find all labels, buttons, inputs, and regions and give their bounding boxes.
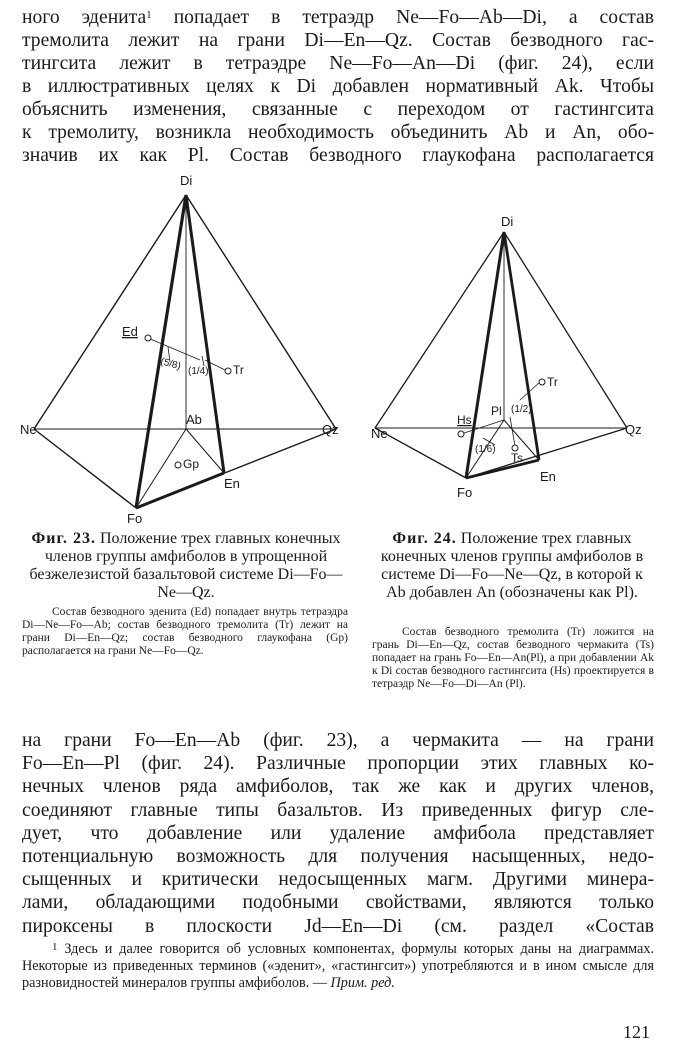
fig23-label-di: Di [180,173,193,188]
top-line-0-rest: попадает в тетраэдр Ne—Fo—Ab—Di, а состав [173,7,654,28]
fig24-label-ts: Ts [511,451,523,465]
fig23-label-frac2: (1/4) [188,366,209,377]
fig23-label-gp: Gp [183,457,200,471]
fig23-label-ed: Ed [122,324,138,339]
fig24-caption-title [372,530,652,602]
fig23-caption-body: Состав безводного эденита (Ed) попадает внутрь тетраэдра Di—Ne—Fo—Ab; состав безводного тремолита (Tr) лежит на грани Di—En—Qz; состав безводного глаукофана (Gp) располагается на грани Ne—Fo—Qz. [22,606,348,657]
top-line-1: тремолита лежит на грани Di—En—Qz. Состав безводного гас- [22,30,654,51]
fig24-label-en: En [540,469,556,484]
bottom-line-8: пироксены в плоскости Jd—En—Di (см. раздел «Состав [22,915,654,937]
bottom-paragraph [22,729,654,938]
fig24-label-fo: Fo [457,485,473,500]
footnote-text: Здесь и далее говорится об условных компонентах, формулы которых даны на диаграммах. Некоторые из приведенных терминов («эденит», «гастингсит») употребляются и в ином смысле для разновидностей минералов группы амфиболов. — [22,941,654,991]
bottom-line-1: Fo—En—Pl (фиг. 24). Различные пропорции этих главных ко- [22,753,654,775]
top-line-6: значив их как Pl. Состав безводного глаукофана располагается [22,145,654,166]
top-line-0-text: ного эденита [22,7,147,28]
fig23-label-qz: Qz [322,422,339,437]
figure-23-diagram [20,170,360,525]
fig24-label-qz: Qz [625,422,642,437]
footnote [22,941,654,992]
top-paragraph [22,6,654,167]
footnote-editor-note: Прим. ред. [330,975,395,991]
bottom-line-0: на грани Fo—En—Ab (фиг. 23), а чермакита — на грани [22,730,654,751]
fig24-label-pl: Pl [491,404,502,418]
footnote-ref-mark: 1 [146,9,152,21]
fig23-label-fo: Fo [127,511,143,525]
fig23-label-en: En [224,476,240,491]
fig24-label-di: Di [501,214,514,229]
fig23-label-tr: Tr [233,363,244,377]
figure-24-diagram [365,210,665,515]
fig23-caption-number: Фиг. 23. [31,530,96,547]
fig24-label-tr: Tr [547,375,558,389]
bottom-line-7: лами, обладающими подобными свойствами, являются только [22,892,654,914]
top-line-3: в иллюстративных целях к Di добавлен нормативный Ak. Чтобы [22,76,654,97]
fig24-label-hs: Hs [457,413,472,427]
fig24-caption-body: Состав безводного тремолита (Tr) ложится на грань Di—En—Qz, состав безводного чермакита (Ts) попадает на грань Fo—En—An(Pl), а при добавлении Ak к Di состав безводного гастингсита (Hs) проектируется в тетраэдр Ne—Fo—Di—An (Pl). [372,626,654,690]
fig24-label-frac1: (1/2) [511,404,532,415]
top-line-5: к тремолиту, возникла необходимость объединить Ab и An, обо- [22,122,654,143]
fig23-label-ne: Ne [20,422,37,437]
footnote-mark: 1 [52,941,58,953]
bottom-line-4: дует, что добавление или удаление амфибола представляет [22,822,654,844]
fig23-label-ab: Ab [186,412,202,427]
fig24-label-ne: Ne [371,426,388,441]
fig24-label-frac2: (1/6) [475,444,496,455]
top-line-2: тингсита лежит в тетраэдре Ne—Fo—An—Di (фиг. 24), если [22,53,654,74]
top-line-4: объяснить изменения, связанные с переходом от гастингсита [22,99,654,120]
fig23-caption-title [22,530,350,602]
fig24-caption-number: Фиг. 24. [392,530,457,547]
page-number: 121 [623,1022,650,1042]
top-line-0 [22,6,654,29]
bottom-line-3: соединяют главные типы базальтов. Из приведенных фигур сле- [22,799,654,821]
fig24-caption-text: Положение трех главных конечных членов группы амфиболов в системе Di—Fo—Ne—Qz, в которой к Ab добавлен An (обозначены как Pl). [380,530,644,601]
fig23-caption-text: Положение трех главных конечных членов группы амфиболов в упрощенной безжелезистой базальтовой системе Di—Fo—Ne—Qz. [29,530,343,601]
bottom-line-2: нечных членов ряда амфиболов, так же как и других членов, [22,776,654,798]
bottom-line-6: сыщенных и критически недосыщенных магм. Другими минера- [22,869,654,891]
fig23-label-frac1: (5/8) [159,356,182,373]
bottom-line-5: потенциальную возможность для получения насыщенных, недо- [22,846,654,868]
